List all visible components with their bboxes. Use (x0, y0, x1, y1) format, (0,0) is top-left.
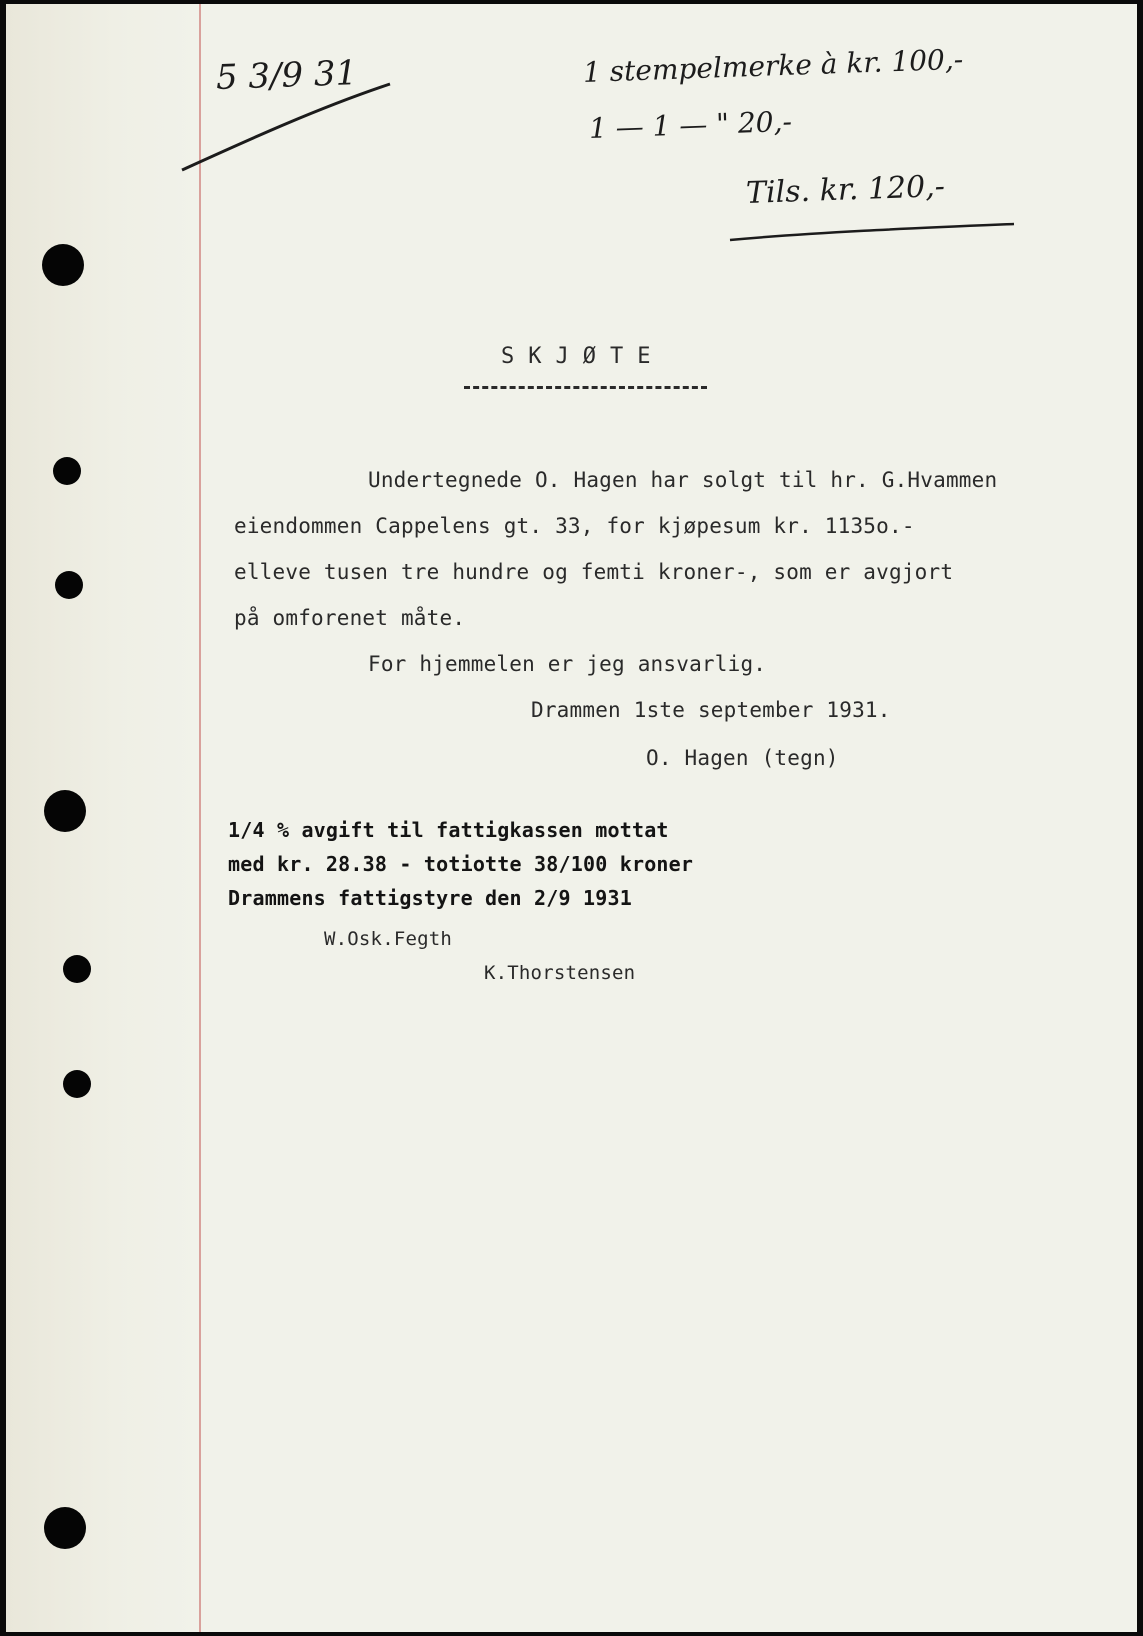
margin-rule (199, 4, 201, 1632)
receipt-line: med kr. 28.38 - totiotte 38/100 kroner (228, 852, 694, 876)
handwritten-date-mark: 5 3/9 31 (215, 53, 358, 98)
receipt-line: 1/4 % avgift til fattigkassen mottat (228, 818, 669, 842)
punch-hole (44, 790, 86, 832)
handwritten-fee-line-1: 1 stempelmerke à kr. 100,- (582, 42, 964, 89)
handwritten-fee-total: Tils. kr. 120,- (745, 169, 946, 211)
handwritten-fee-line-2: 1 — 1 — " 20,- (588, 104, 793, 145)
punch-hole (42, 244, 84, 286)
body-line: på omforenet måte. (234, 606, 466, 630)
title-underline (464, 386, 707, 389)
signature-line: O. Hagen (tegn) (646, 746, 839, 770)
date-mark-stroke (178, 80, 398, 176)
body-line: Undertegnede O. Hagen har solgt til hr. G.Hvammen (368, 468, 998, 492)
document-title: SKJØTE (501, 344, 665, 369)
warranty-line: For hjemmelen er jeg ansvarlig. (368, 652, 767, 676)
punch-hole (63, 1070, 91, 1098)
punch-hole (53, 457, 81, 485)
receipt-line: Drammens fattigstyre den 2/9 1931 (228, 886, 632, 910)
body-line: eiendommen Cappelens gt. 33, for kjøpesum kr. 1135o.- (234, 514, 915, 538)
punch-hole (63, 955, 91, 983)
place-date-line: Drammen 1ste september 1931. (531, 698, 891, 722)
punch-hole (55, 571, 83, 599)
fee-total-underline (728, 216, 1018, 246)
document-page (6, 4, 1137, 1632)
body-line: elleve tusen tre hundre og femti kroner-, som er avgjort (234, 560, 954, 584)
receipt-signatory: W.Osk.Fegth (324, 928, 453, 950)
receipt-signatory: K.Thorstensen (484, 962, 636, 984)
binding-strip (6, 4, 202, 1632)
punch-hole (44, 1507, 86, 1549)
